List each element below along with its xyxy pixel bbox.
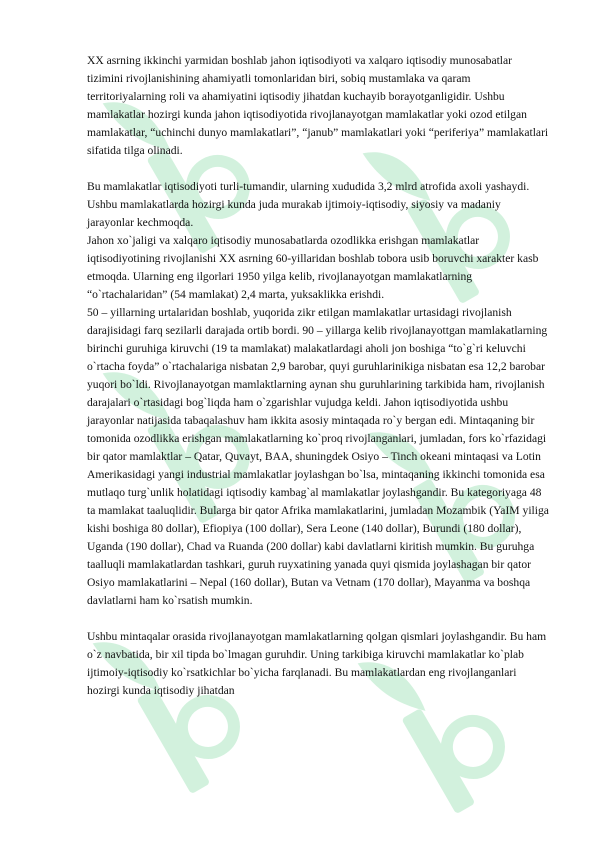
paragraph-remaining-groups: Ushbu mintaqalar orasida rivojlanayotgan mamlakatlarning qolgan qismlari joylashgandir. Bu ham o`z navbatida, bir xil tipda bo`lmagan guruhdir. Uning tarkibiga kiruvchi mamlakatlar ko`plab ijtimoiy-iqtisodiy ko`rsatkichlar bo`yicha farqlanadi. Bu mamlakatlardan eng rivojlanganlari hozirgi kunda iqtisodiy jihatdan — [87, 630, 547, 697]
paragraph-population: Bu mamlakatlar iqtisodiyoti turli-tumandir, ularning xududida 3,2 mlrd atrofida axoli yashaydi. Ushbu mamlakatlarda hozirgi kunda juda murakab ijtimoiy-iqtisodiy, siyosiy va madaniy jarayonlar kechmoqda. — [87, 180, 530, 229]
paragraph-differentiation: 50 – yillarning urtalaridan boshlab, yuqorida zikr etilgan mamlakatlar urtasidagi rivojlanish darajisidagi farq sezilarli darajada ortib bordi. 90 – yillarga kelib rivojlanayottgan mamlakatlarning birinchi guruhiga kiruvchi (19 ta mamlakat) malakatlardagi aholi jon boshiga “to`g`ri keluvchi o`rtacha foyda” o`rtachalariga nisbatan 2,9 barobar, quyi guruhlarinikiga nisbatan esa 12,2 barobar yuqori bo`ldi. Rivojlanayotgan mamlaktlarning aynan shu guruhlarining tarkibida ham, rivojlanish darajalari o`rtasidagi bog`liqda ham o`zgarishlar vujudga keldi. Jahon iqtisodiyotida ushbu jarayonlar natijasida tabaqalashuv ham ikkita asosiy mintaqada ro`y bergan edi. Mintaqaning bir tomonida ozodlikka erishgan mamlakatlarning ko`proq rivojlanganlari, jumladan, fors ko`rfazidagi bir qator mamlaktlar – Qatar, Quvayt, BAA, shuningdek Osiyo – Tinch okeani mintaqasi va Lotin Amerikasidagi yangi industrial mamlakatlar joylashgan bo`lsa, mintaqaning ikkinchi tomonida esa mutlaqo turg`unlik holatidagi iqtisodiy kambag`al mamlakatlar joylashgandir. Bu kategoriyaga 48 ta mamlakat taaluqlidir. Bularga bir qator Afrika mamlakatlarini, jumladan Mozambik (YaIM yiliga kishi boshiga 80 dollar), Efiopiya (100 dollar), Sera Leone (140 dollar), Burundi (180 dollar), Uganda (190 dollar), Chad va Ruanda (200 dollar) kabi davlatlarni kiritish mumkin. Bu guruhga taalluqli mamlakatlardan tashkari, guruh ruyxatining yanada quyi qismida joylashagan bir qator Osiyo mamlakatlarini – Nepal (160 dollar), Butan va Vetnam (170 dollar), Mayanma va boshqa davlatlarni ham ko`rsatish mumkin. — [87, 306, 549, 607]
document-body — [87, 52, 549, 700]
paragraph-development: Jahon xo`jaligi va xalqaro iqtisodiy munosabatlarda ozodlikka erishgan mamlakatlar iqtisodiyotining rivojlanishi XX asrning 60-yillaridan boshlab tobora usib boruvchi xarakter kasb etmoqda. Ularning eng ilgorlari 1950 yilga kelib, rivojlanayotgan mamlakatlarning “o`rtachalaridan” (54 mamlakat) 2,4 marta, yuksaklikka erishdi. — [87, 234, 539, 301]
paragraph-intro: XX asrning ikkinchi yarmidan boshlab jahon iqtisodiyoti va xalqaro iqtisodiy munosabatlar tizimini rivojlanishining ahamiyatli tomonlaridan biri, sobiq mustamlaka va qaram territoriyalarning roli va ahamiyatini iqtisodiy jihatdan kuchayib borayotganligidir. Ushbu mamlakatlar hozirgi kunda jahon iqtisodiyotida rivojlanayotgan mamlakatlar yoki ozod etilgan mamlakatlar, “uchinchi dunyo mamlakatlari”, “janub” mamlakatlari yoki “periferiya” mamlakatlari sifatida tilga olinadi. — [87, 54, 549, 157]
